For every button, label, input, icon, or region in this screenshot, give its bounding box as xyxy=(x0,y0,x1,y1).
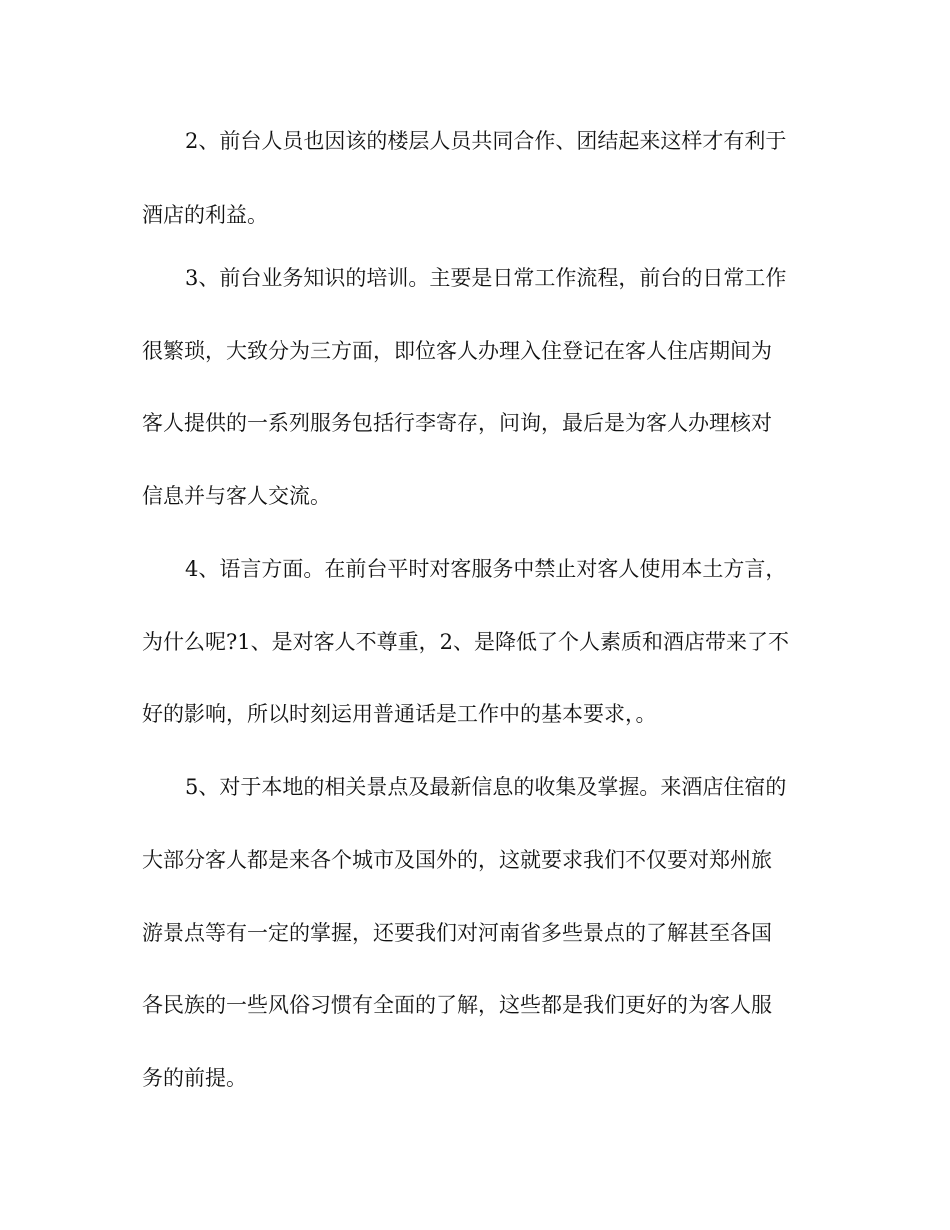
paragraph-3-line-4: 信息并与客人交流。 xyxy=(142,484,331,508)
paragraph-4-line-2: 为什么呢?1、是对客人不尊重，2、是降低了个人素质和酒店带来了不 xyxy=(142,630,789,654)
paragraph-4-line-3: 好的影响，所以时刻运用普通话是工作中的基本要求，。 xyxy=(142,702,657,726)
paragraph-4-line-1: 4、语言方面。在前台平时对客服务中禁止对客人使用本土方言， xyxy=(185,557,787,581)
paragraph-5-line-4: 各民族的一些风俗习惯有全面的了解，这些都是我们更好的为客人服 xyxy=(142,993,772,1017)
paragraph-5-line-3: 游景点等有一定的掌握，还要我们对河南省多些景点的了解甚至各国 xyxy=(142,921,772,945)
paragraph-2-line-2: 酒店的利益。 xyxy=(142,203,268,227)
paragraph-5-line-2: 大部分客人都是来各个城市及国外的，这就要求我们不仅要对郑州旅 xyxy=(142,848,772,872)
paragraph-3-line-3: 客人提供的一系列服务包括行李寄存，问询，最后是为客人办理核对 xyxy=(142,411,772,435)
paragraph-5-line-1: 5、对于本地的相关景点及最新信息的收集及掌握。来酒店住宿的 xyxy=(185,775,787,799)
paragraph-2-line-1: 2、前台人员也因该的楼层人员共同合作、团结起来这样才有利于 xyxy=(185,129,787,153)
paragraph-3-line-1: 3、前台业务知识的培训。主要是日常工作流程，前台的日常工作 xyxy=(185,266,787,290)
paragraph-3-line-2: 很繁琐，大致分为三方面，即位客人办理入住登记在客人住店期间为 xyxy=(142,339,772,363)
paragraph-5-line-5: 务的前提。 xyxy=(142,1066,247,1090)
